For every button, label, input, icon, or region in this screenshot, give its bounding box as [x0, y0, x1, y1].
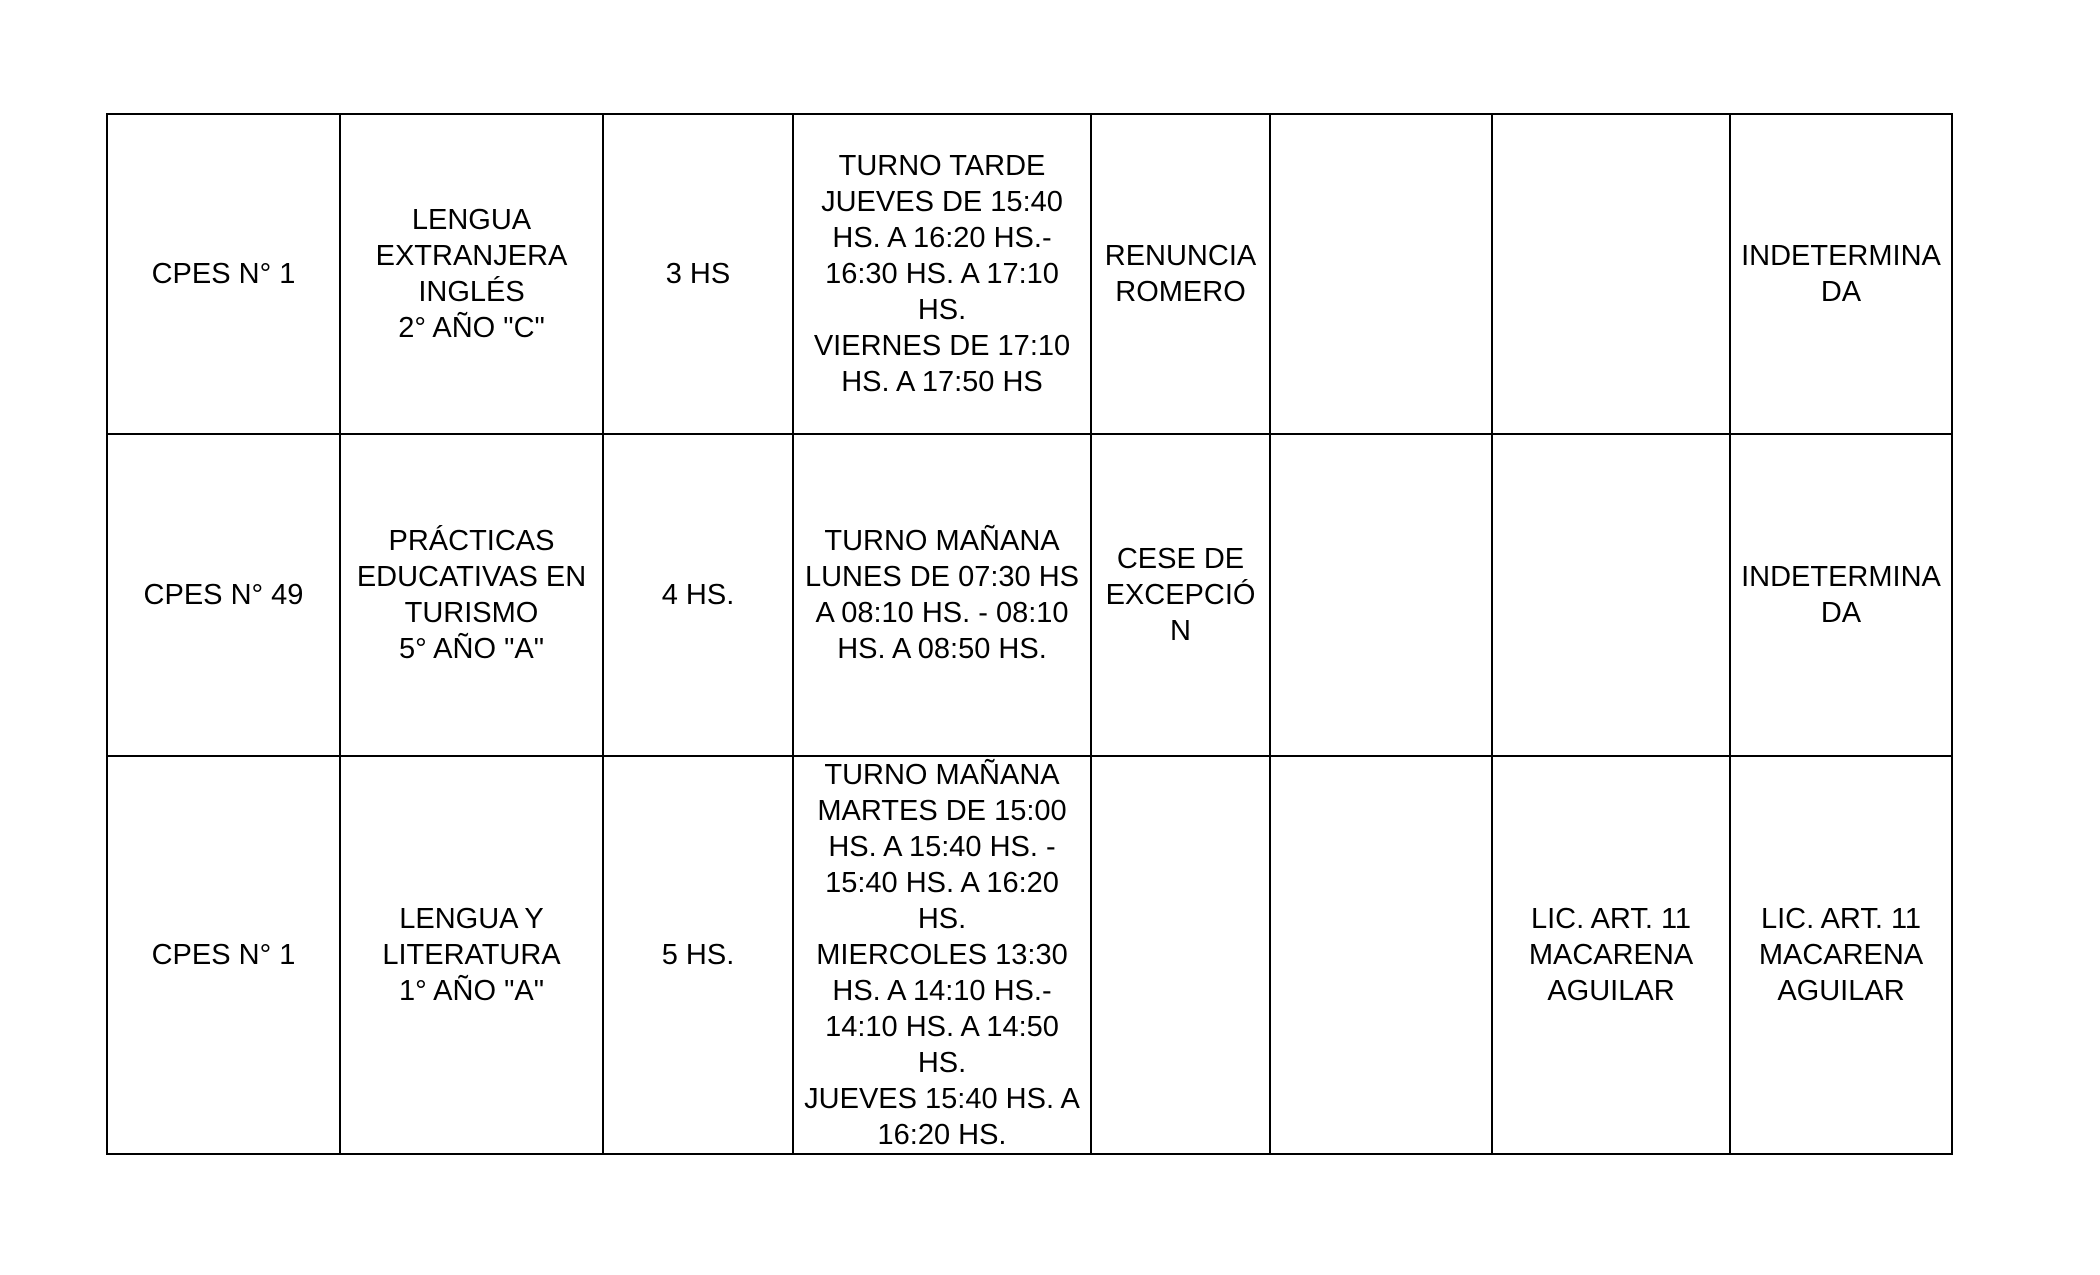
- assignments-table: [106, 113, 1953, 1155]
- empty-cell: [1270, 756, 1492, 1154]
- school-cell: CPES N° 1: [107, 114, 340, 434]
- leave-cell: [1492, 434, 1730, 756]
- duration-cell: INDETERMINA DA: [1730, 114, 1952, 434]
- schedule-cell: TURNO MAÑANA MARTES DE 15:00 HS. A 15:40 HS. - 15:40 HS. A 16:20 HS. MIERCOLES 13:30 HS. A 14:10 HS.- 14:10 HS. A 14:50 HS. JUEVES 15:40 HS. A 16:20 HS.: [793, 756, 1091, 1154]
- empty-cell: [1270, 114, 1492, 434]
- subject-cell: PRÁCTICAS EDUCATIVAS EN TURISMO 5° AÑO "A": [340, 434, 603, 756]
- schedule-cell: TURNO TARDE JUEVES DE 15:40 HS. A 16:20 HS.- 16:30 HS. A 17:10 HS. VIERNES DE 17:10 HS. A 17:50 HS: [793, 114, 1091, 434]
- duration-cell: LIC. ART. 11 MACARENA AGUILAR: [1730, 756, 1952, 1154]
- leave-cell: [1492, 114, 1730, 434]
- hours-cell: 4 HS.: [603, 434, 793, 756]
- school-cell: CPES N° 1: [107, 756, 340, 1154]
- school-cell: CPES N° 49: [107, 434, 340, 756]
- hours-cell: 5 HS.: [603, 756, 793, 1154]
- empty-cell: [1270, 434, 1492, 756]
- subject-cell: LENGUA Y LITERATURA 1° AÑO "A": [340, 756, 603, 1154]
- table-row: [107, 434, 1952, 756]
- table-row: [107, 756, 1952, 1154]
- reason-cell: RENUNCIA ROMERO: [1091, 114, 1270, 434]
- leave-cell: LIC. ART. 11 MACARENA AGUILAR: [1492, 756, 1730, 1154]
- hours-cell: 3 HS: [603, 114, 793, 434]
- subject-cell: LENGUA EXTRANJERA INGLÉS 2° AÑO "C": [340, 114, 603, 434]
- reason-cell: CESE DE EXCEPCIÓ N: [1091, 434, 1270, 756]
- duration-cell: INDETERMINA DA: [1730, 434, 1952, 756]
- schedule-cell: TURNO MAÑANA LUNES DE 07:30 HS A 08:10 HS. - 08:10 HS. A 08:50 HS.: [793, 434, 1091, 756]
- reason-cell: [1091, 756, 1270, 1154]
- table-row: [107, 114, 1952, 434]
